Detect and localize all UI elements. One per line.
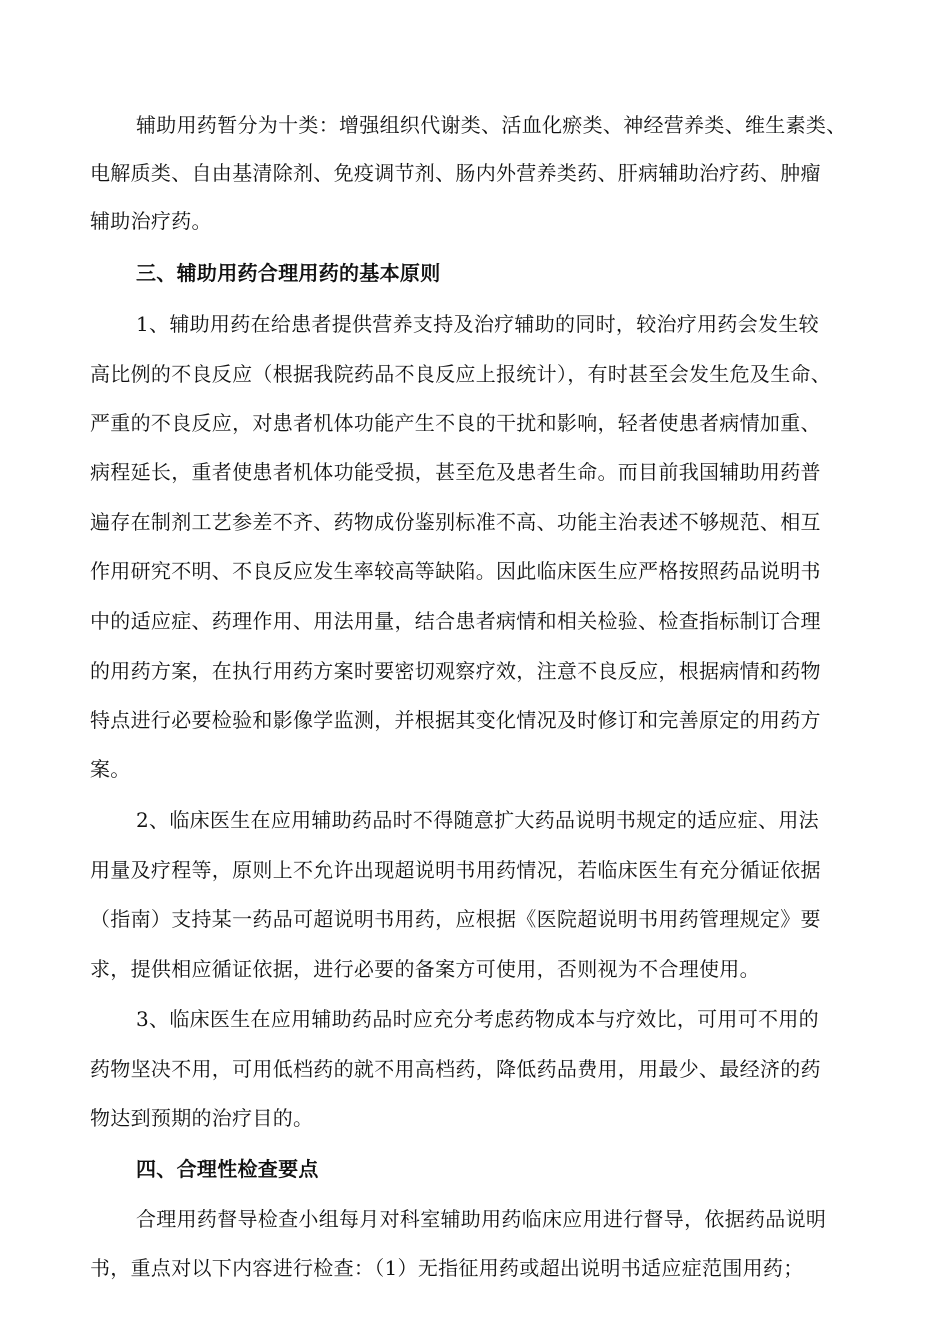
- paragraph-1-line-2: 电解质类、自由基清除剂、免疫调节剂、肠内外营养类药、肝病辅助治疗药、肿瘤: [90, 161, 821, 185]
- principle-1-line-8: 的用药方案，在执行用药方案时要密切观察疗效，注意不良反应，根据病情和药物: [90, 659, 821, 683]
- section-heading-3: 三、辅助用药合理用药的基本原则: [136, 261, 441, 285]
- paragraph-1-line-1: 辅助用药暂分为十类：增强组织代谢类、活血化瘀类、神经营养类、维生素类、: [136, 113, 847, 137]
- principle-1-line-2: 高比例的不良反应（根据我院药品不良反应上报统计），有时甚至会发生危及生命、: [90, 362, 832, 386]
- principle-1-line-4: 病程延长，重者使患者机体功能受损，甚至危及患者生命。而目前我国辅助用药普: [90, 460, 821, 484]
- principle-1-line-6: 作用研究不明、不良反应发生率较高等缺陷。因此临床医生应严格按照药品说明书: [90, 559, 821, 583]
- principle-1-line-9: 特点进行必要检验和影像学监测，并根据其变化情况及时修订和完善原定的用药方: [90, 708, 821, 732]
- principle-3-line-2: 药物坚决不用，可用低档药的就不用高档药，降低药品费用，用最少、最经济的药: [90, 1057, 821, 1081]
- principle-2-line-2: 用量及疗程等，原则上不允许出现超说明书用药情况，若临床医生有充分循证依据: [90, 858, 821, 882]
- principle-1-line-3: 严重的不良反应，对患者机体功能产生不良的干扰和影响，轻者使患者病情加重、: [90, 411, 821, 435]
- section-heading-4: 四、合理性检查要点: [136, 1157, 319, 1181]
- paragraph-1-line-3: 辅助治疗药。: [90, 209, 212, 233]
- principle-2-line-1: 2、临床医生在应用辅助药品时不得随意扩大药品说明书规定的适应症、用法: [136, 808, 819, 832]
- principle-3-line-3: 物达到预期的治疗目的。: [90, 1106, 314, 1130]
- paragraph-4-line-1: 合理用药督导检查小组每月对科室辅助用药临床应用进行督导，依据药品说明: [136, 1207, 827, 1231]
- principle-1-line-5: 遍存在制剂工艺参差不齐、药物成份鉴别标准不高、功能主治表述不够规范、相互: [90, 510, 821, 534]
- principle-2-line-4: 求，提供相应循证依据，进行必要的备案方可使用，否则视为不合理使用。: [90, 957, 760, 981]
- paragraph-4-line-2: 书，重点对以下内容进行检查：（1）无指征用药或超出说明书适应症范围用药；: [90, 1256, 804, 1280]
- principle-2-line-3: （指南）支持某一药品可超说明书用药，应根据《医院超说明书用药管理规定》要: [90, 907, 821, 931]
- principle-1-line-1: 1、辅助用药在给患者提供营养支持及治疗辅助的同时，较治疗用药会发生较: [136, 312, 819, 336]
- principle-1-line-10: 案。: [90, 757, 131, 781]
- principle-3-line-1: 3、临床医生在应用辅助药品时应充分考虑药物成本与疗效比，可用可不用的: [136, 1007, 819, 1031]
- principle-1-line-7: 中的适应症、药理作用、用法用量，结合患者病情和相关检验、检查指标制订合理: [90, 609, 821, 633]
